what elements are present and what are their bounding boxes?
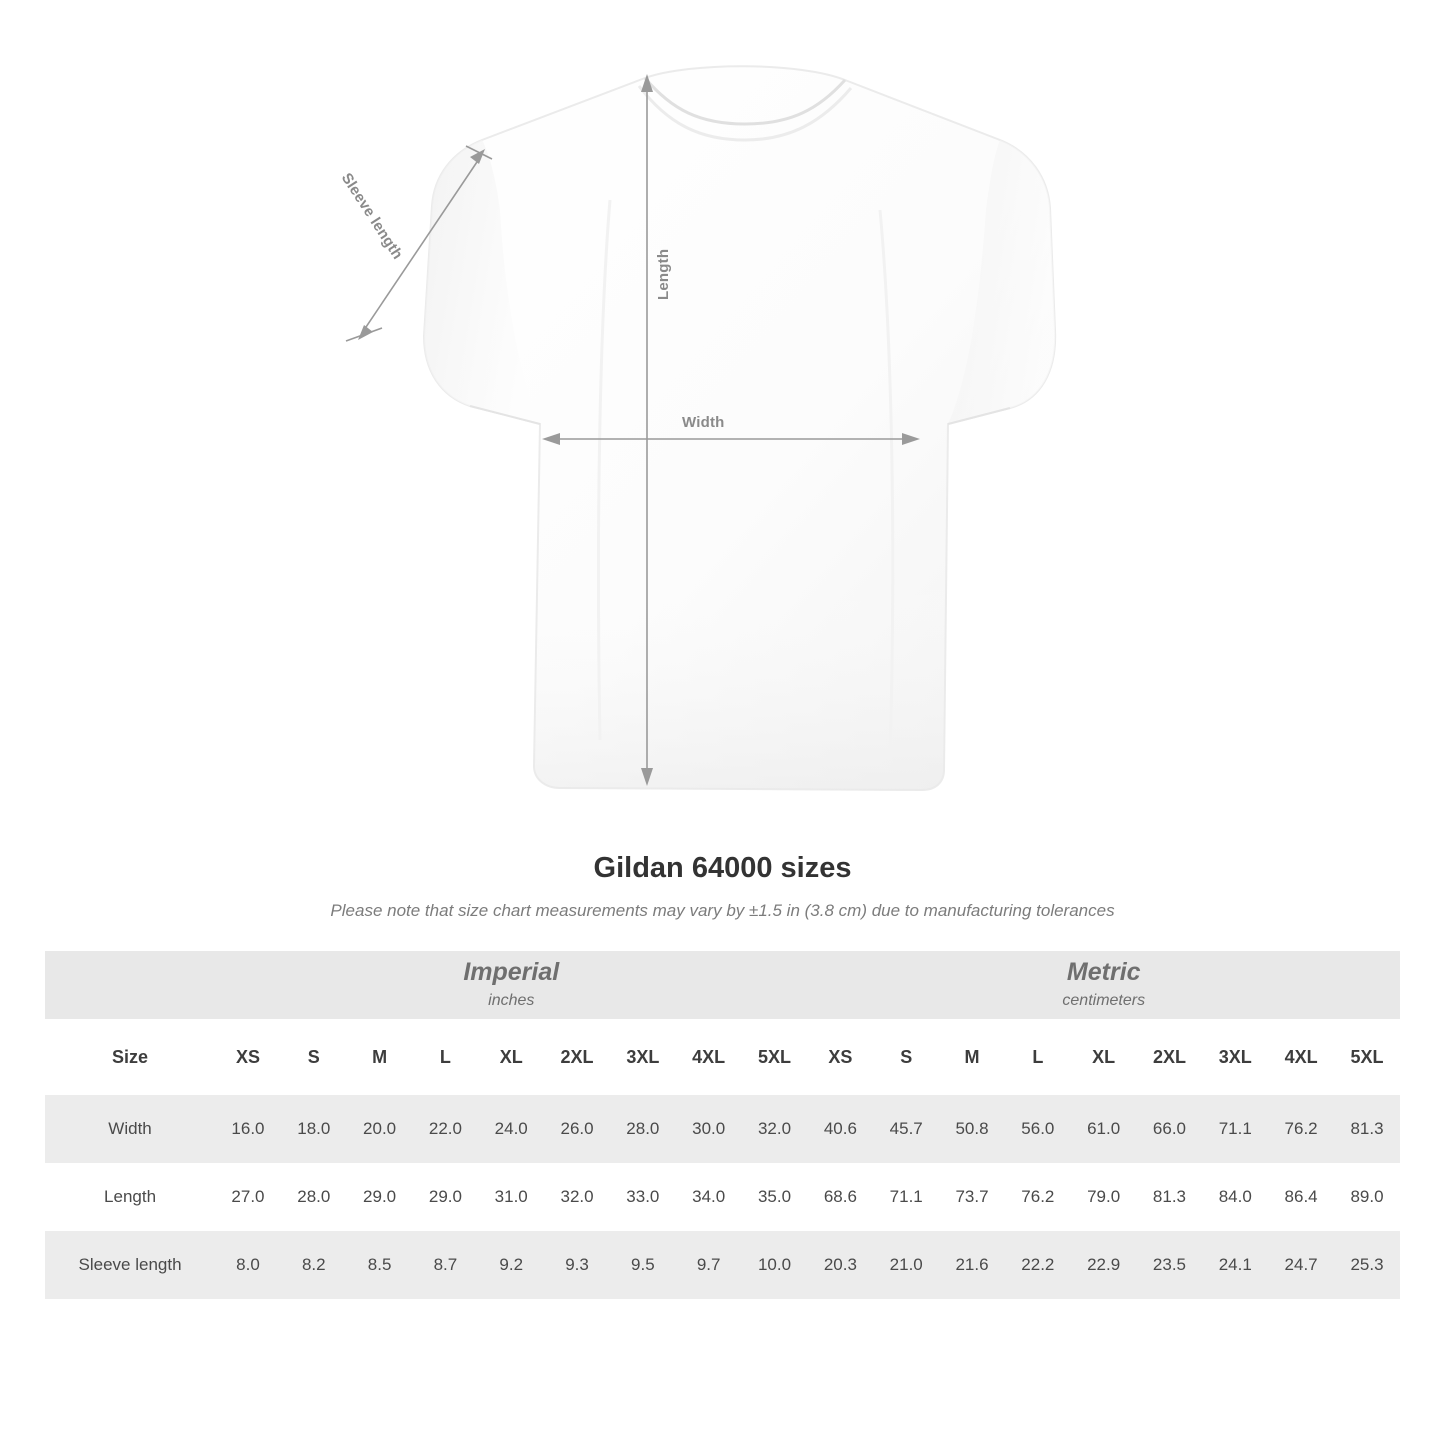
measurement-value: 29.0: [413, 1163, 479, 1231]
measurement-value: 84.0: [1202, 1163, 1268, 1231]
measurement-value: 21.0: [873, 1231, 939, 1299]
size-column-header: 5XL: [1334, 1019, 1400, 1095]
measurement-value: 33.0: [610, 1163, 676, 1231]
measurement-value: 61.0: [1071, 1095, 1137, 1163]
size-column-header: XL: [478, 1019, 544, 1095]
measurement-value: 9.2: [478, 1231, 544, 1299]
size-column-header: L: [413, 1019, 479, 1095]
measurement-value: 29.0: [347, 1163, 413, 1231]
measurement-value: 71.1: [873, 1163, 939, 1231]
measurement-value: 9.5: [610, 1231, 676, 1299]
measurement-value: 56.0: [1005, 1095, 1071, 1163]
measurement-value: 24.1: [1202, 1231, 1268, 1299]
measurement-value: 73.7: [939, 1163, 1005, 1231]
measurement-value: 21.6: [939, 1231, 1005, 1299]
row-header-label: Size: [45, 1019, 215, 1095]
measurement-value: 28.0: [610, 1095, 676, 1163]
measurement-value: 50.8: [939, 1095, 1005, 1163]
measurement-value: 66.0: [1137, 1095, 1203, 1163]
unit-subtitle: inches: [488, 991, 535, 1009]
measurement-value: 89.0: [1334, 1163, 1400, 1231]
measurement-value: 20.0: [347, 1095, 413, 1163]
measurement-value: 30.0: [676, 1095, 742, 1163]
size-column-header: 5XL: [742, 1019, 808, 1095]
width-dimension-label: Width: [682, 414, 725, 431]
measurement-value: 32.0: [544, 1163, 610, 1231]
size-chart-table: [45, 951, 1400, 1299]
measurement-value: 25.3: [1334, 1231, 1400, 1299]
sleeve-length-dimension-label: Sleeve length: [337, 170, 407, 263]
measurement-value: 68.6: [807, 1163, 873, 1231]
size-column-header: 4XL: [676, 1019, 742, 1095]
size-column-header: XS: [807, 1019, 873, 1095]
measurement-value: 26.0: [544, 1095, 610, 1163]
size-chart-table-wrap: [45, 951, 1400, 1299]
measurement-value: 86.4: [1268, 1163, 1334, 1231]
measurement-value: 34.0: [676, 1163, 742, 1231]
measurement-value: 81.3: [1137, 1163, 1203, 1231]
size-column-header: S: [281, 1019, 347, 1095]
unit-name: Imperial: [463, 957, 560, 986]
measurement-label: Width: [45, 1095, 215, 1163]
size-column-header: M: [347, 1019, 413, 1095]
measurement-value: 79.0: [1071, 1163, 1137, 1231]
size-column-header: 3XL: [610, 1019, 676, 1095]
measurement-value: 8.7: [413, 1231, 479, 1299]
length-dimension-label: Length: [655, 248, 672, 300]
table-row: [45, 1095, 1400, 1163]
size-column-header: 3XL: [1202, 1019, 1268, 1095]
measurement-value: 40.6: [807, 1095, 873, 1163]
size-column-header: S: [873, 1019, 939, 1095]
size-column-header: 4XL: [1268, 1019, 1334, 1095]
measurement-value: 8.5: [347, 1231, 413, 1299]
unit-header-row: [45, 951, 1400, 1019]
measurement-value: 20.3: [807, 1231, 873, 1299]
measurement-value: 8.0: [215, 1231, 281, 1299]
unit-subtitle: centimeters: [1062, 991, 1146, 1009]
unit-name: Metric: [1066, 957, 1141, 986]
size-column-header: L: [1005, 1019, 1071, 1095]
table-row: [45, 1163, 1400, 1231]
table-row: [45, 1231, 1400, 1299]
title-block: [0, 852, 1445, 921]
measurement-value: 9.3: [544, 1231, 610, 1299]
measurement-value: 9.7: [676, 1231, 742, 1299]
measurement-value: 28.0: [281, 1163, 347, 1231]
measurement-value: 76.2: [1005, 1163, 1071, 1231]
measurement-label: Length: [45, 1163, 215, 1231]
measurement-value: 76.2: [1268, 1095, 1334, 1163]
size-header-row: [45, 1019, 1400, 1095]
size-column-header: 2XL: [544, 1019, 610, 1095]
unit-header-corner: [45, 951, 215, 1019]
measurement-value: 18.0: [281, 1095, 347, 1163]
measurement-value: 23.5: [1137, 1231, 1203, 1299]
page-title: Gildan 64000 sizes: [593, 852, 852, 884]
measurement-value: 24.7: [1268, 1231, 1334, 1299]
size-column-header: 2XL: [1137, 1019, 1203, 1095]
measurement-value: 22.9: [1071, 1231, 1137, 1299]
measurement-value: 16.0: [215, 1095, 281, 1163]
measurement-value: 45.7: [873, 1095, 939, 1163]
measurement-value: 22.0: [413, 1095, 479, 1163]
size-column-header: M: [939, 1019, 1005, 1095]
size-column-header: XL: [1071, 1019, 1137, 1095]
size-column-header: XS: [215, 1019, 281, 1095]
measurement-value: 8.2: [281, 1231, 347, 1299]
measurement-value: 35.0: [742, 1163, 808, 1231]
measurement-value: 22.2: [1005, 1231, 1071, 1299]
measurement-value: 27.0: [215, 1163, 281, 1231]
measurement-value: 81.3: [1334, 1095, 1400, 1163]
measurement-value: 71.1: [1202, 1095, 1268, 1163]
measurement-value: 10.0: [742, 1231, 808, 1299]
measurement-value: 24.0: [478, 1095, 544, 1163]
unit-header-metric: [807, 951, 1400, 1019]
measurement-label: Sleeve length: [45, 1231, 215, 1299]
unit-header-imperial: [215, 951, 807, 1019]
measurement-value: 31.0: [478, 1163, 544, 1231]
measurement-value: 32.0: [742, 1095, 808, 1163]
tolerance-note: Please note that size chart measurements may vary by ±1.5 in (3.8 cm) due to manufacturing tolerances: [330, 901, 1115, 920]
